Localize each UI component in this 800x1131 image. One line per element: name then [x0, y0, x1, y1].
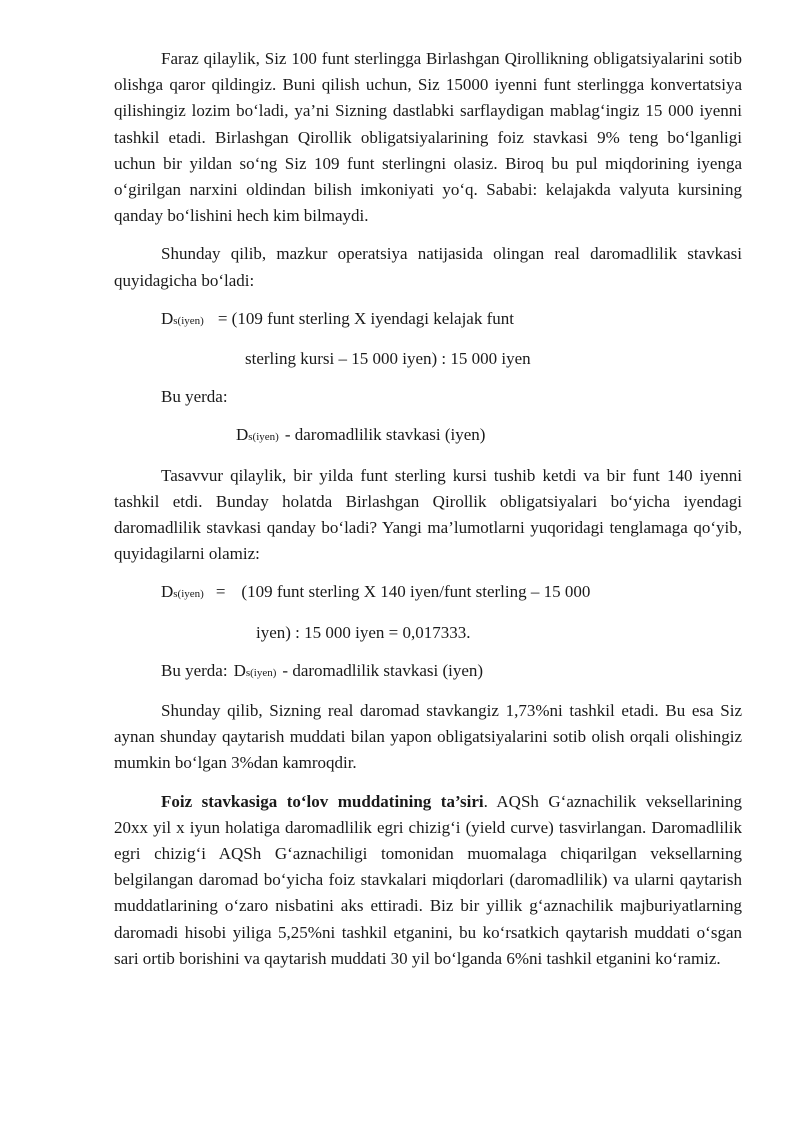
- document-page: [114, 46, 742, 972]
- note-1-symbol: D: [236, 425, 249, 445]
- note-2: [161, 658, 742, 686]
- note-1-subscript: s(iyen): [248, 431, 279, 444]
- paragraph-maturity-effect: [114, 789, 742, 972]
- formula-1-symbol: D: [161, 308, 174, 328]
- formula-2-line-2: iyen) : 15 000 iyen = 0,017333.: [256, 622, 471, 642]
- paragraph-intro: Faraz qilaylik, Siz 100 funt sterlingga Birlashgan Qirollikning obligatsiyalarini sotib olishga qaror qildingiz. Buni qilish uchun, Siz 15000 iyenni funt sterlingga konvertatsiya qilishingiz lozim bo‘ladi, ya’ni Sizning dastlabki sarflaydigan mablag‘ingiz 15 000 iyenni tashkil etadi. Birlashgan Qirollik obligatsiyalarining foiz stavkasi 9% teng bo‘lganligi uchun bir yildan so‘ng Siz 109 funt sterlingni olasiz. Biroq bu pul miqdorining iyenga o‘girilgan narxini oldindan bilish imkoniyati yo‘q. Sababi: kelajakda valyuta kursining qanday bo‘lishini hech kim bilmaydi.: [114, 49, 742, 226]
- note-2-label: Bu yerda:: [161, 660, 228, 680]
- formula-1-line-1: [161, 306, 742, 334]
- note-1-definition: [236, 422, 742, 450]
- formula-2-equals: =: [215, 582, 226, 602]
- formula-1-line-2: sterling kursi – 15 000 iyen) : 15 000 iyen: [245, 349, 531, 369]
- note-2-symbol: D: [233, 660, 246, 680]
- paragraph-scenario: Tasavvur qilaylik, bir yilda funt sterling kursi tushib ketdi va bir funt 140 iyenni tashkil etdi. Bunday holatda Birlashgan Qirollik obligatsiyalari bo‘yicha iyendagi daromadlilik stavkasi qanday bo‘ladi? Yangi ma’lumotlarni yuqoridagi tenglamaga qo‘yib, quyidagilarni olamiz:: [114, 465, 742, 564]
- section-heading: Foiz stavkasiga to‘lov muddatining ta’siri: [161, 791, 484, 811]
- paragraph-maturity-text: . AQSh G‘aznachilik veksellarining 20xx yil x iyun holatiga daromadlilik egri chizig‘i (yield curve) tasvirlangan. Daromadlilik egri chizig‘i AQSh G‘aznachiligi tomonidan muomalaga chiqarilgan veksellarning belgilangan daromad bo‘yicha foiz stavkalari miqdorlari (daromadlilik) va ularni qaytarish muddatlarining o‘zaro nisbatini aks ettiradi. Biz bir yillik g‘aznachilik majburiyatlarning daromadi hisobi yiliga 5,25%ni tashkil etganini, bu ko‘rsatkich qaytarish muddati o‘sgan sari ortib borishini va qaytarish muddati 30 yil bo‘lganda 6%ni tashkil etganini ko‘ramiz.: [114, 791, 742, 968]
- formula-1-text-1: = (109 funt sterling X iyendagi kelajak funt: [217, 308, 514, 328]
- paragraph-real-return: Shunday qilib, mazkur operatsiya natijasida olingan real daromadlilik stavkasi quyidagicha bo‘ladi:: [114, 244, 742, 290]
- formula-1-subscript: s(iyen): [173, 314, 204, 327]
- formula-2-symbol: D: [161, 582, 174, 602]
- paragraph-conclusion: Shunday qilib, Sizning real daromad stavkangiz 1,73%ni tashkil etadi. Bu esa Siz aynan shunday qaytarish muddati bilan yapon obligatsiyalarini sotib olish orqali olishingiz mumkin bo‘lgan 3%dan kamroqdir.: [114, 701, 742, 773]
- formula-2-subscript: s(iyen): [173, 588, 204, 601]
- note-2-text: - daromadlilik stavkasi (iyen): [282, 660, 484, 680]
- note-2-subscript: s(iyen): [245, 666, 277, 679]
- note-1-label: Bu yerda:: [161, 387, 228, 407]
- formula-2-text-1: (109 funt sterling X 140 iyen/funt sterling – 15 000: [241, 582, 591, 602]
- note-1-text: - daromadlilik stavkasi (iyen): [284, 425, 486, 445]
- formula-2-line-1: [161, 579, 742, 607]
